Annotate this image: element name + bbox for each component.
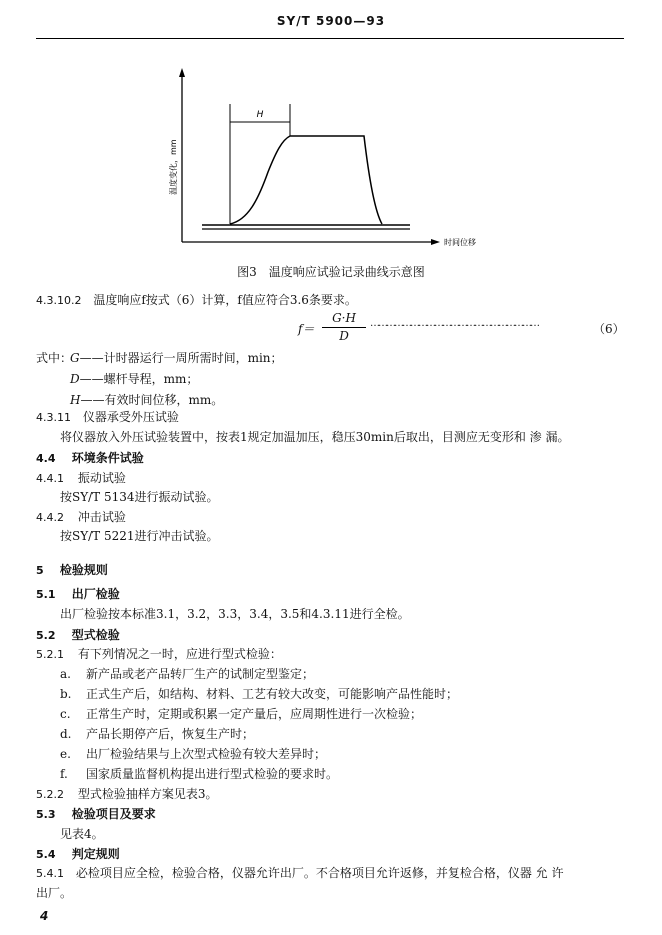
figure-caption: 图3 温度响应试验记录曲线示意图	[237, 265, 425, 279]
section-number: 5	[36, 564, 44, 577]
list-text: 出厂检验结果与上次型式检验有较大差异时；	[86, 747, 327, 761]
section-title: 出厂检验	[71, 587, 120, 601]
section-5-3-text: 见表4。	[60, 827, 104, 841]
list-item	[60, 745, 326, 762]
list-marker: f.	[60, 767, 68, 781]
section-5-1-heading	[36, 585, 120, 602]
section-title: 型式检验	[71, 628, 120, 642]
x-axis-label: 时间位移	[444, 238, 476, 247]
section-number: 5.3	[36, 808, 56, 821]
section-number: 5.2	[36, 629, 56, 642]
section-title: 环境条件试验	[71, 451, 144, 465]
section-4-4-heading	[36, 449, 144, 466]
header-rule	[36, 38, 624, 39]
list-text: 正常生产时，定期或积累一定产量后，应周期性进行一次检验；	[86, 707, 423, 721]
where-item-g	[70, 349, 283, 366]
section-5-heading	[36, 561, 108, 578]
section-5-4-heading	[36, 845, 120, 862]
list-marker: a.	[60, 667, 71, 681]
list-text: 国家质量监督机构提出进行型式检验的要求时。	[86, 767, 339, 781]
section-title: 检验规则	[59, 563, 108, 577]
list-marker: c.	[60, 707, 71, 721]
list-text: 正式生产后，如结构、材料、工艺有较大改变，可能影响产品性能时；	[86, 687, 459, 701]
x-axis-arrow	[431, 239, 440, 245]
section-4-3-10-2	[36, 291, 357, 308]
section-number: 5.1	[36, 588, 56, 601]
formula-lhs: f＝	[298, 322, 315, 336]
section-number: 5.2.1	[36, 648, 64, 661]
section-number: 5.4.1	[36, 867, 64, 880]
section-number: 4.3.10.2	[36, 294, 82, 307]
section-5-2-2	[36, 785, 217, 802]
section-title: 冲击试验	[77, 510, 126, 524]
section-number: 4.4.1	[36, 472, 64, 485]
y-axis-label: 温度变化，mm	[169, 139, 178, 195]
section-4-4-1-text: 按SY/T 5134进行振动试验。	[60, 490, 219, 504]
where-symbol: H	[70, 393, 81, 407]
h-label: H	[256, 110, 264, 120]
section-5-4-1-continuation: 出厂。	[36, 886, 73, 900]
where-symbol: G	[70, 351, 80, 365]
formula-denominator: D	[339, 329, 349, 343]
where-symbol: D	[70, 372, 80, 386]
section-title: 振动试验	[77, 471, 126, 485]
figure-3-chart	[160, 60, 500, 260]
formula-number: （6）	[593, 322, 625, 336]
page-number: 4	[40, 909, 49, 923]
list-marker: e.	[60, 747, 71, 761]
formula-leader-dots: ………………………………………………………	[370, 318, 538, 329]
section-4-4-2-heading	[36, 508, 126, 525]
section-number: 4.4.2	[36, 511, 64, 524]
section-text: 有下列情况之一时，应进行型式检验：	[77, 647, 282, 661]
formula-numerator: G·H	[332, 311, 356, 325]
section-title: 判定规则	[71, 847, 120, 861]
section-5-4-1	[36, 864, 563, 881]
where-item-h	[70, 391, 223, 408]
list-item	[60, 765, 338, 782]
list-item	[60, 705, 422, 722]
section-number: 4.3.11	[36, 411, 71, 424]
formula-fraction-bar	[322, 327, 366, 328]
section-number: 5.2.2	[36, 788, 64, 801]
section-4-3-11-heading	[36, 408, 179, 425]
where-description: ——有效时间位移，mm。	[80, 393, 224, 407]
list-marker: d.	[60, 727, 72, 741]
where-intro: 式中：	[36, 351, 73, 365]
list-text: 产品长期停产后，恢复生产时；	[86, 727, 255, 741]
section-4-4-1-heading	[36, 469, 126, 486]
section-5-3-heading	[36, 805, 156, 822]
document-code: SY/T 5900—93	[276, 14, 386, 28]
where-item-d	[70, 370, 198, 387]
section-title: 检验项目及要求	[71, 807, 156, 821]
section-5-1-text: 出厂检验按本标准3.1，3.2，3.3，3.4，3.5和4.3.11进行全检。	[60, 607, 410, 621]
section-text: 型式检验抽样方案见表3。	[77, 787, 218, 801]
section-4-3-11-text: 将仪器放入外压试验装置中，按表1规定加温加压，稳压30min后取出，目测应无变形和 渗 漏。	[60, 430, 570, 444]
where-description: ——螺杆导程，mm；	[79, 372, 199, 386]
section-5-2-heading	[36, 626, 120, 643]
section-text: 温度响应f按式（6）计算，f值应符合3.6条要求。	[93, 293, 357, 307]
y-axis-arrow	[179, 68, 185, 77]
section-5-2-1	[36, 645, 282, 662]
section-number: 5.4	[36, 848, 56, 861]
where-description: ——计时器运行一周所需时间，min；	[79, 351, 283, 365]
list-item	[60, 725, 254, 742]
list-item	[60, 665, 314, 682]
list-marker: b.	[60, 687, 72, 701]
section-number: 4.4	[36, 452, 56, 465]
list-item	[60, 685, 458, 702]
response-curve	[230, 136, 382, 224]
list-text: 新产品或老产品转厂生产的试制定型鉴定；	[86, 667, 315, 681]
section-4-4-2-text: 按SY/T 5221进行冲击试验。	[60, 529, 219, 543]
section-text: 必检项目应全检，检验合格，仪器允许出厂。不合格项目允许返修，并复检合格，仪器 允 许	[75, 866, 564, 880]
section-title: 仪器承受外压试验	[82, 410, 179, 424]
